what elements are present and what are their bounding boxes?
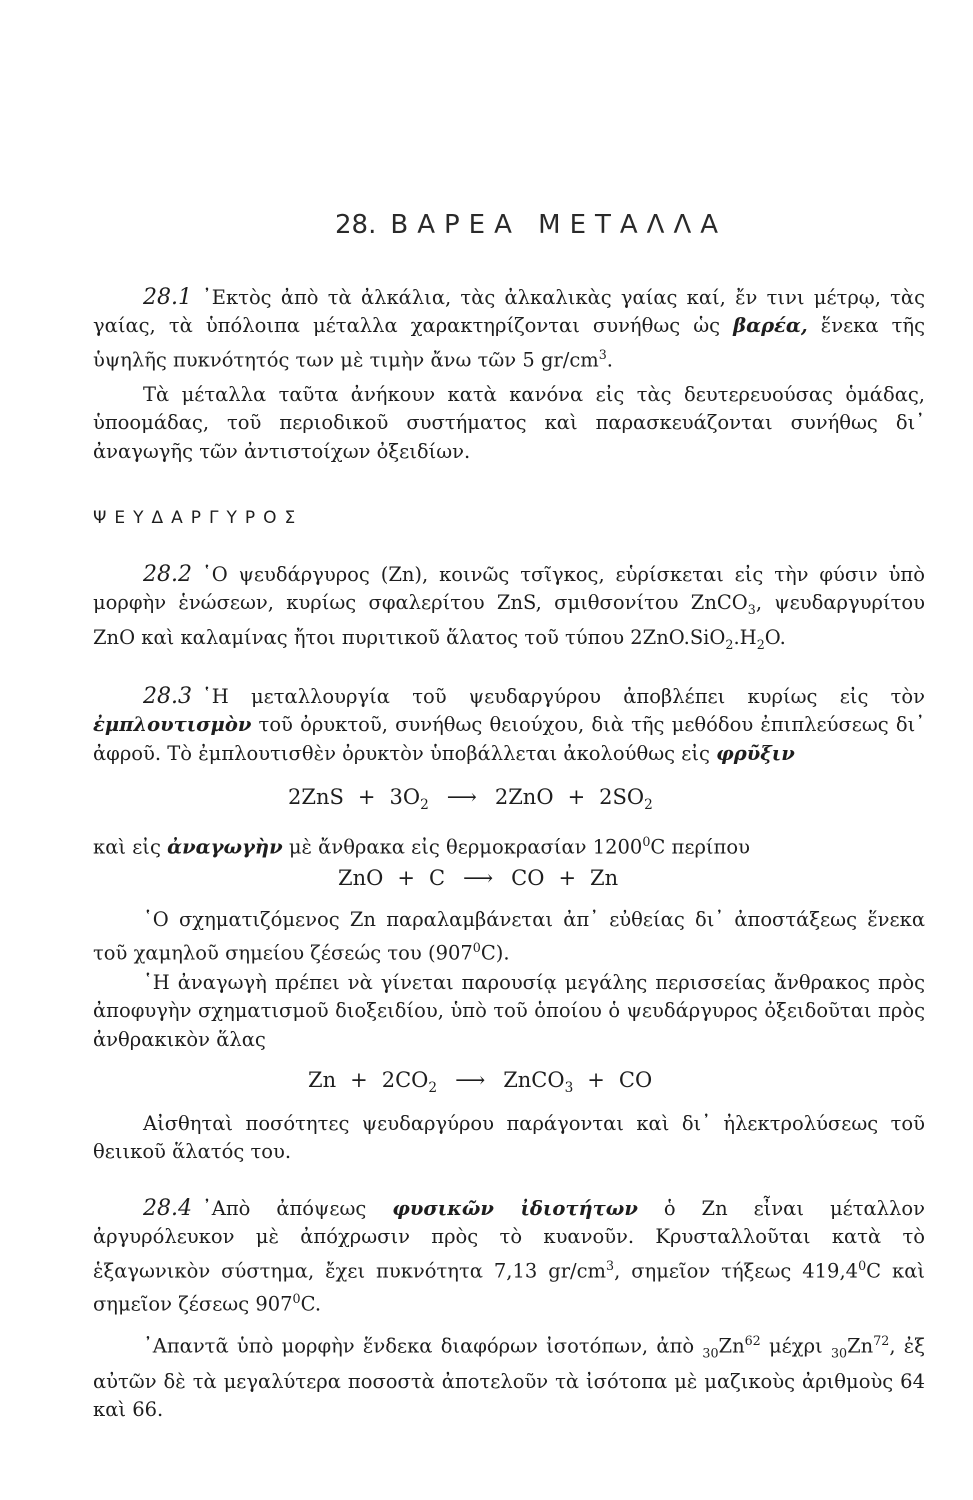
eq-plus: + bbox=[558, 866, 577, 890]
paragraph-electrolysis: Αἰσθηταὶ ποσότητες ψευδαργύρου παράγονται καὶ δι᾿ ἠλεκτρολύσεως τοῦ θειικοῦ ἅλατός του. bbox=[93, 1112, 925, 1164]
eq-arrow: ⟶ bbox=[446, 785, 477, 809]
subscript: 3 bbox=[747, 602, 756, 618]
emphasis-text: βαρέα, bbox=[733, 314, 808, 338]
text-run: C). bbox=[480, 941, 510, 965]
section-heading-zinc: ΨΕΥΔΑΡΓΥΡΟΣ bbox=[93, 508, 304, 528]
eq-term: CO bbox=[618, 1068, 653, 1092]
paragraph-distillation bbox=[93, 906, 925, 968]
equation-reduction bbox=[338, 866, 618, 890]
text-run: ᾿Απαντᾶ ὑπὸ μορφὴν ἕνδεκα διαφόρων ἰσοτόπων, ἀπὸ bbox=[143, 1334, 703, 1358]
eq-plus: + bbox=[587, 1068, 605, 1092]
chapter-number: 28. bbox=[335, 210, 377, 240]
subscript: 2 bbox=[420, 797, 429, 814]
element-symbol: Zn bbox=[718, 1334, 745, 1358]
text-run: , ἐξ αὐτῶν δὲ τὰ μεγαλύτερα ποσοστὰ ἀποτελοῦν τὰ ἰσότοπα μὲ μαζικοὺς ἀριθμοὺς 64 καὶ 66. bbox=[93, 1334, 925, 1421]
eq-term: 2ZnS bbox=[288, 785, 344, 809]
paragraph-excess-carbon: ῾Η ἀναγωγὴ πρέπει νὰ γίνεται παρουσίᾳ μεγάλης περισσείας ἄνθρακος πρὸς ἀποφυγὴν σχηματισμοῦ διοξειδίου, ὑπὸ τοῦ ὁποίου ὁ ψευδάργυρος ὀξειδοῦται πρὸς ἀνθρακικὸν ἅλας bbox=[93, 971, 925, 1051]
equation-carbonate bbox=[308, 1068, 652, 1096]
subscript: 30 bbox=[830, 1345, 848, 1361]
section-number: 28.3 bbox=[143, 684, 192, 709]
eq-plus: + bbox=[397, 866, 415, 890]
eq-term: Zn bbox=[308, 1068, 337, 1092]
emphasis-text: ἐμπλουτισμὸν bbox=[93, 713, 252, 737]
chapter-title bbox=[335, 210, 727, 240]
text-run: ῾Ο σχηματιζόμενος Zn παραλαμβάνεται ἀπ᾿ εὐθείας δι᾿ ἀποστάξεως ἕνεκα τοῦ χαμηλοῦ σημείου ζέσεώς του (907 bbox=[93, 908, 925, 965]
paragraph-28-3 bbox=[93, 683, 925, 768]
superscript: 0 bbox=[472, 940, 481, 956]
paragraph-28-4 bbox=[93, 1195, 925, 1319]
text-run: καὶ εἰς bbox=[93, 835, 168, 859]
paragraph-28-2 bbox=[93, 561, 925, 660]
text-run: , ψευδαργυρίτου ZnO καὶ καλαμίνας ἤτοι πυριτικοῦ ἅλατος τοῦ τύπου 2ZnO.SiO bbox=[93, 591, 925, 650]
text-run: ὁ Zn εἶναι μέταλλον ἀργυρόλευκον μὲ ἀπόχρωσιν πρὸς τὸ κυανοῦν. Κρυσταλλοῦται κατὰ τὸ ἑξαγωνικὸν σύστημα, ἔχει πυκνότητα 7,13 gr/cm bbox=[93, 1197, 925, 1283]
subscript: 3 bbox=[564, 1080, 574, 1097]
paragraph-isotopes bbox=[93, 1327, 925, 1424]
emphasis-text: φρῦξιν bbox=[716, 741, 795, 765]
text-run: μὲ ἄνθρακα εἰς θερμοκρασίαν 1200 bbox=[282, 835, 643, 859]
superscript: 3 bbox=[598, 346, 607, 362]
eq-term bbox=[599, 785, 653, 813]
eq-term bbox=[503, 1068, 573, 1096]
eq-term-text: ZnCO bbox=[503, 1068, 565, 1092]
text-run: , σημεῖον τήξεως 419,4 bbox=[614, 1259, 859, 1283]
section-number: 28.2 bbox=[143, 562, 192, 587]
text-run: ῾Ο ψευδάργυρος (Zn), κοινῶς τσῖγκος, εὑρίσκεται εἰς τὴν φύσιν ὑπὸ μορφὴν ἑνώσεων, κυρίως σφαλερίτου ZnS, σμιθσονίτου ZnCO bbox=[93, 563, 925, 615]
text-run: O. bbox=[764, 626, 786, 650]
eq-plus: + bbox=[357, 785, 376, 809]
paragraph-reduction bbox=[93, 828, 925, 862]
superscript: 0 bbox=[292, 1291, 301, 1307]
eq-arrow: ⟶ bbox=[463, 866, 494, 890]
text-run: ῾Η μεταλλουργία τοῦ ψευδαργύρου ἀποβλέπει κυρίως εἰς τὸν bbox=[201, 685, 925, 708]
eq-term: ZnO bbox=[338, 866, 384, 890]
eq-term-text: 3O bbox=[389, 785, 421, 809]
eq-plus: + bbox=[350, 1068, 368, 1092]
chapter-name: ΒΑΡΕΑ ΜΕΤΑΛΛΑ bbox=[390, 210, 728, 240]
section-number: 28.4 bbox=[143, 1196, 192, 1221]
eq-term-text: 2CO bbox=[381, 1068, 429, 1092]
eq-term: CO bbox=[511, 866, 545, 890]
emphasis-text: φυσικῶν ἰδιοτήτων bbox=[392, 1197, 638, 1220]
superscript: 62 bbox=[744, 1333, 761, 1348]
text-run: . bbox=[606, 348, 613, 372]
text-run: .H bbox=[733, 626, 757, 650]
eq-term bbox=[382, 1068, 437, 1096]
text-run: C. bbox=[300, 1292, 322, 1316]
text-run: C περίπου bbox=[650, 835, 750, 859]
text-run: μέχρι bbox=[760, 1334, 831, 1358]
text-run: τοῦ ὀρυκτοῦ, συνήθως θειούχου, διὰ τῆς μεθόδου ἐπιπλεύσεως δι᾿ ἀφροῦ. Τὸ ἐμπλουτισθὲν ὀρυκτὸν ὑποβάλλεται ἀκολούθως εἰς bbox=[93, 713, 925, 765]
paragraph-28-1 bbox=[93, 284, 925, 374]
superscript: 0 bbox=[858, 1257, 867, 1273]
element-symbol: Zn bbox=[847, 1334, 874, 1358]
text-run: ᾿Εκτὸς ἀπὸ τὰ ἀλκάλια, τὰς ἀλκαλικὰς γαίας καί, ἔν τινι μέτρῳ, τὰς γαίας, τὰ ὑπόλοιπα μέταλλα χαρακτηρίζονται συνήθως ὡς bbox=[93, 286, 925, 338]
eq-term-text: 2SO bbox=[599, 785, 645, 809]
superscript: 0 bbox=[642, 834, 651, 849]
eq-term bbox=[389, 785, 428, 813]
eq-arrow: ⟶ bbox=[455, 1068, 486, 1092]
text-run: ᾿Απὸ ἀπόψεως bbox=[201, 1197, 393, 1220]
section-number: 28.1 bbox=[143, 285, 192, 310]
eq-term: C bbox=[428, 866, 446, 890]
subscript: 2 bbox=[428, 1080, 438, 1097]
eq-term: 2ZnO bbox=[494, 785, 554, 809]
emphasis-text: ἀναγωγὴν bbox=[167, 835, 283, 859]
subscript: 2 bbox=[756, 637, 765, 653]
paragraph-2: Τὰ μέταλλα ταῦτα ἀνήκουν κατὰ κανόνα εἰς τὰς δευτερευούσας ὁμάδας, ὑποομάδας, τοῦ περιοδικοῦ συστήματος καὶ παρασκευάζονται συνήθως δι᾿ ἀναγωγῆς τῶν ἀντιστοίχων ὀξειδίων. bbox=[93, 383, 925, 463]
text-run: C καὶ σημεῖον ζέσεως 907 bbox=[93, 1259, 926, 1316]
superscript: 72 bbox=[873, 1333, 890, 1348]
eq-term: Zn bbox=[590, 866, 619, 890]
subscript: 30 bbox=[702, 1345, 719, 1361]
text-run: ἕνεκα τῆς ὑψηλῆς πυκνότητός των μὲ τιμὴν ἄνω τῶν 5 gr/cm bbox=[93, 314, 925, 372]
eq-plus: + bbox=[567, 785, 586, 809]
equation-roasting bbox=[288, 785, 653, 813]
superscript: 3 bbox=[606, 1257, 615, 1273]
subscript: 2 bbox=[725, 637, 734, 653]
subscript: 2 bbox=[644, 797, 653, 814]
